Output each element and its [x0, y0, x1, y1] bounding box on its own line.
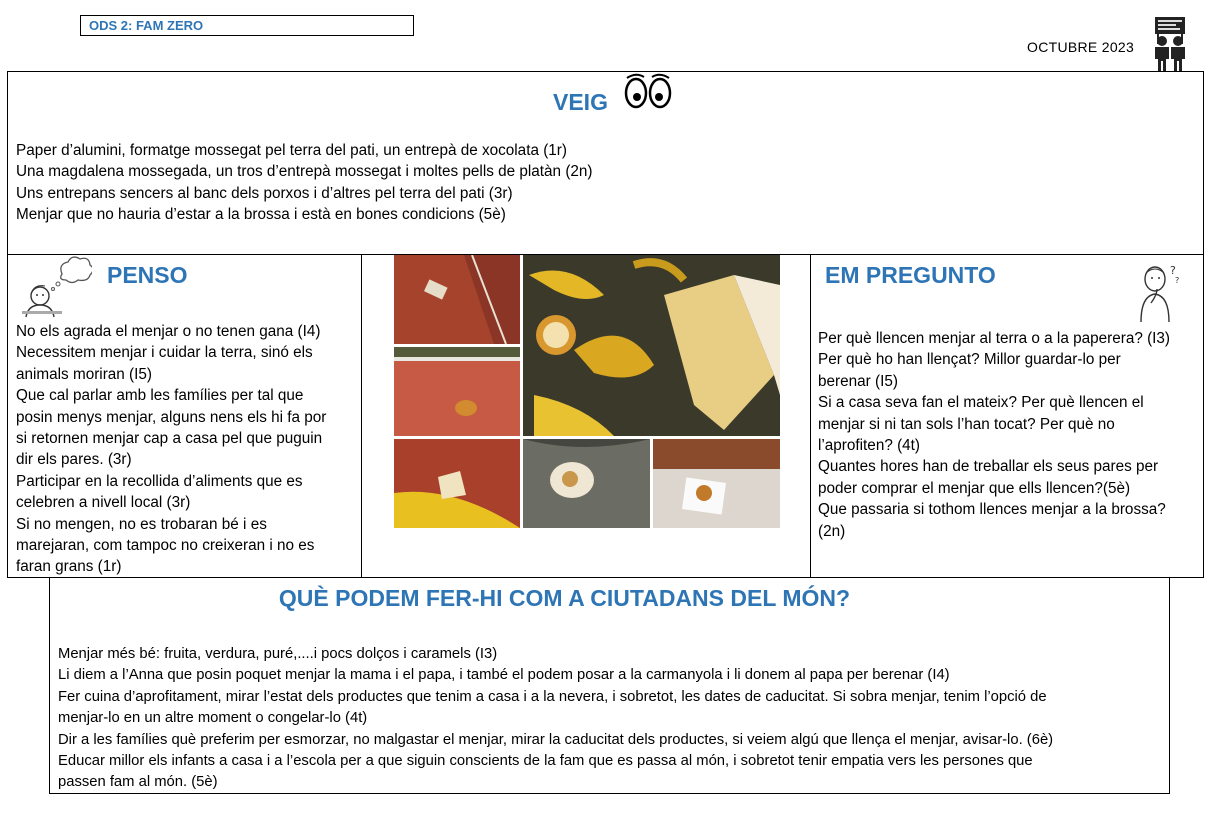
penso-line: animals moriran (I5): [16, 365, 153, 383]
penso-line: faran grans (1r): [16, 558, 122, 576]
veig-line: Paper d’alumini, formatge mossegat pel terra del pati, un entrepà de xocolata (1r): [16, 142, 567, 159]
pregunto-line: Que passaria si tothom llences menjar a la brossa?: [818, 501, 1166, 519]
pregunto-title: EM PREGUNTO: [825, 262, 996, 288]
ods-label: ODS 2: FAM ZERO: [80, 15, 414, 36]
penso-line: Participar en la recollida d’aliments que es: [16, 472, 303, 490]
veig-line: Menjar que no hauria d’estar a la brossa i està en bones condicions (5è): [16, 206, 506, 224]
children-sign-icon: [1150, 16, 1190, 72]
penso-line: Si no mengen, no es trobaran bé i es: [16, 515, 267, 533]
penso-line: celebren a nivell local (3r): [16, 494, 191, 512]
ciutadans-section: [49, 577, 1170, 794]
pregunto-line: Per què ho han llençat? Millor guardar-lo per: [818, 351, 1121, 369]
ciutadans-text: [58, 644, 1053, 794]
penso-line: marejaran, com tampoc no creixeran i no es: [16, 537, 315, 555]
veig-line: Uns entrepans sencers al banc dels porxos i d’altres pel terra del pati (3r): [16, 184, 513, 202]
food-waste-photo-collage: [394, 255, 780, 528]
date-label: OCTUBRE 2023: [1027, 39, 1135, 55]
penso-line: posin menys menjar, alguns nens els hi fa por: [16, 408, 327, 426]
thinking-child-icon: [20, 256, 92, 318]
svg-text:?: ?: [1175, 276, 1180, 285]
veig-line: Una magdalena mossegada, un tros d’entrepà mossegat i moltes pells de platàn (2n): [16, 163, 593, 181]
wondering-person-icon: [1133, 261, 1183, 323]
svg-text:?: ?: [1170, 264, 1176, 277]
ciutadans-line: Educar millor els infants a casa i a l’escola per a que siguin conscients de la fam que es passa al món, i sobretot tenir empatia vers les persones que: [58, 753, 1033, 770]
ciutadans-line: Fer cuina d’aprofitament, mirar l’estat dels productes que tenim a casa i a la nevera, i sobretot, les dates de caducitat. Si sobra menjar, tenim l’opció de: [58, 688, 1047, 705]
pregunto-line: (2n): [818, 522, 846, 540]
veig-text: [16, 140, 593, 226]
ciutadans-title: QUÈ PODEM FER-HI COM A CIUTADANS DEL MÓN?: [278, 585, 851, 611]
penso-text: [16, 321, 326, 578]
penso-line: dir els pares. (3r): [16, 451, 132, 469]
pregunto-line: l’aprofiten? (4t): [818, 437, 921, 455]
penso-section: [7, 254, 362, 578]
ciutadans-line: menjar-lo en un altre moment o congelar-lo (4t): [58, 710, 368, 727]
penso-line: si retornen menjar cap a casa pel que puguin: [16, 430, 323, 448]
pregunto-text: [818, 328, 1170, 542]
ciutadans-line: Dir a les famílies què preferim per esmorzar, no malgastar el menjar, mirar la caducitat dels productes, si veiem algú que llença el menjar, avisar-lo. (6è): [58, 731, 1054, 748]
veig-section: [7, 71, 1204, 255]
pregunto-section: [810, 254, 1204, 578]
pregunto-line: Per què llencen menjar al terra o a la paperera? (I3): [818, 330, 1171, 347]
pregunto-line: Quantes hores han de treballar els seus pares per: [818, 458, 1159, 476]
eyes-icon: [622, 71, 674, 113]
penso-line: Necessitem menjar i cuidar la terra, sinó els: [16, 344, 313, 362]
veig-title: VEIG: [553, 89, 608, 115]
ciutadans-line: Li diem a l’Anna que posin poquet menjar la mama i el papa, i també el podem posar a la carmanyola i li donem al papa per berenar (I4): [58, 667, 950, 684]
pregunto-line: menjar si ni tan sols l’han tocat? Per què no: [818, 415, 1115, 433]
pregunto-line: Si a casa seva fan el mateix? Per què llencen el: [818, 394, 1144, 412]
penso-line: Que cal parlar amb les famílies per tal que: [16, 387, 304, 405]
pregunto-line: poder comprar el menjar que ells llencen?(5è): [818, 479, 1131, 497]
ciutadans-line: passen fam al món. (5è): [58, 774, 218, 791]
penso-title: PENSO: [107, 262, 188, 288]
penso-line: No els agrada el menjar o no tenen gana (I4): [16, 323, 321, 340]
ciutadans-line: Menjar més bé: fruita, verdura, puré,....i pocs dolços i caramels (I3): [58, 646, 498, 662]
pregunto-line: berenar (I5): [818, 372, 898, 390]
